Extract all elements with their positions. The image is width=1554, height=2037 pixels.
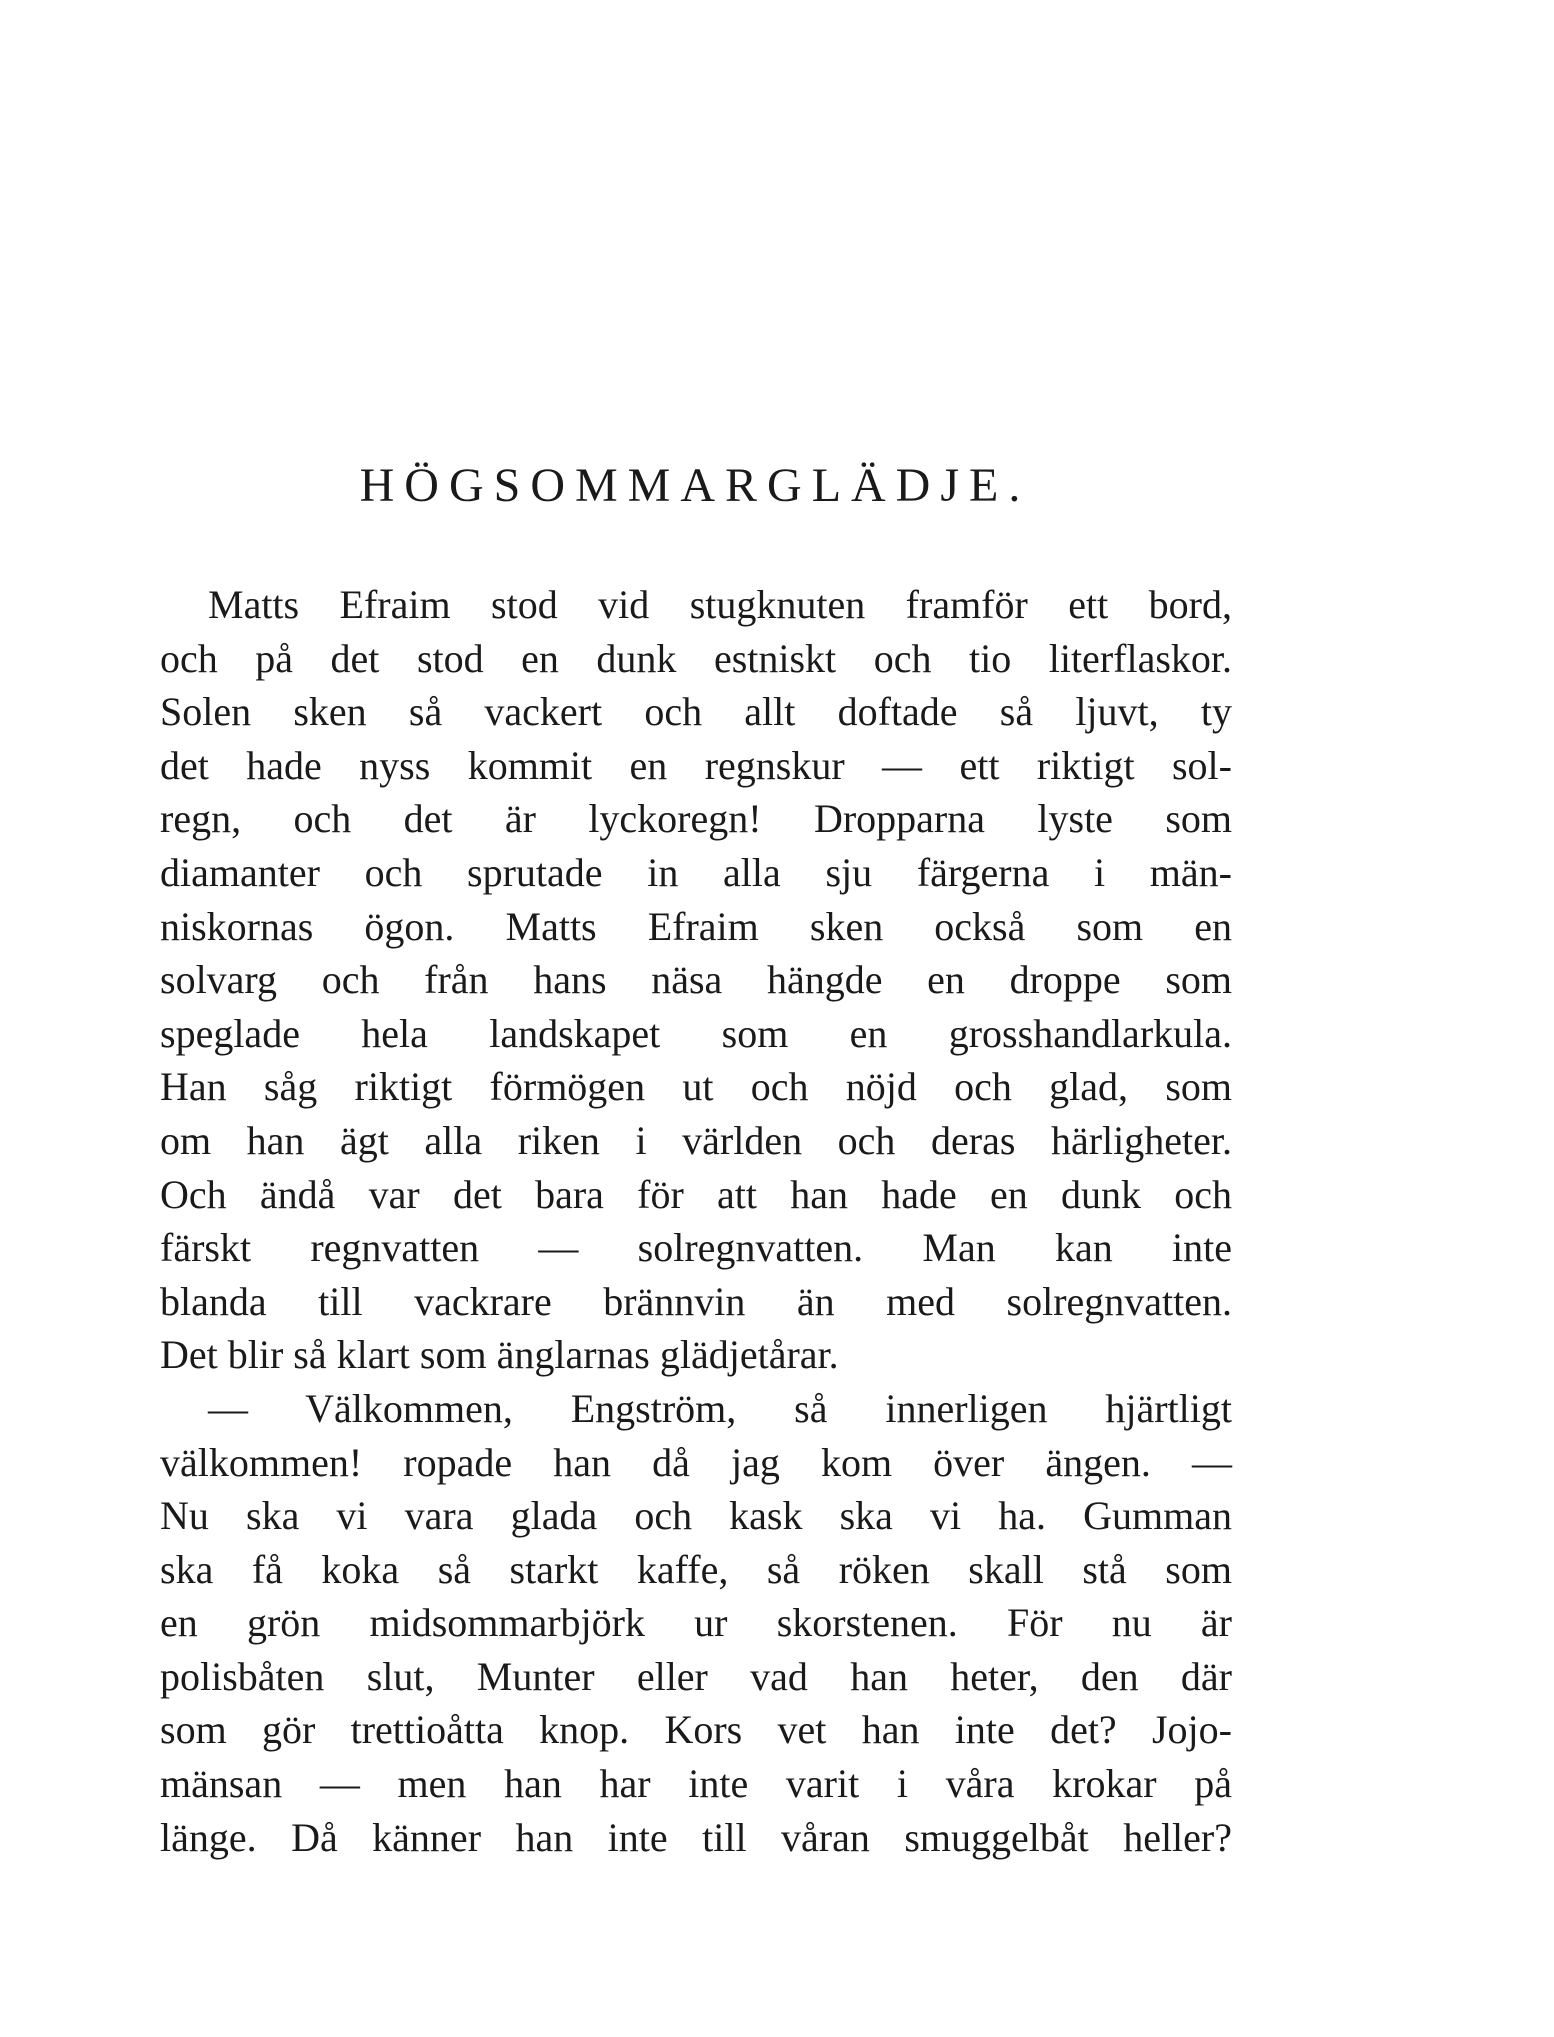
text-line: solvarg och från hans näsa hängde en droppe som bbox=[160, 957, 1232, 1003]
text-line: Matts Efraim stod vid stugknuten framför ett bord, bbox=[208, 582, 1232, 627]
text-line: mänsan — men han har inte varit i våra krokar på bbox=[160, 1761, 1232, 1807]
text-line: välkommen! ropade han då jag kom över ängen. — bbox=[160, 1439, 1232, 1485]
body-text bbox=[160, 578, 1232, 1864]
paragraph-1 bbox=[160, 578, 1232, 1382]
text-line: om han ägt alla riken i världen och deras härligheter. bbox=[160, 1117, 1232, 1163]
text-line: polisbåten slut, Munter eller vad han heter, den där bbox=[160, 1653, 1232, 1699]
text-line: det hade nyss kommit en regnskur — ett riktigt sol- bbox=[160, 742, 1232, 788]
text-line: niskornas ögon. Matts Efraim sken också som en bbox=[160, 903, 1232, 949]
paragraph-2 bbox=[160, 1382, 1232, 1864]
text-line: Solen sken så vackert och allt doftade så ljuvt, ty bbox=[160, 689, 1232, 735]
text-line: Han såg riktigt förmögen ut och nöjd och glad, som bbox=[160, 1064, 1232, 1110]
text-line: — Välkommen, Engström, så innerligen hjärtligt bbox=[208, 1385, 1232, 1431]
text-line: ska få koka så starkt kaffe, så röken skall stå som bbox=[160, 1546, 1232, 1592]
text-line: blanda till vackrare brännvin än med solregnvatten. bbox=[160, 1278, 1232, 1324]
text-line: Det blir så klart som änglarnas glädjetårar. bbox=[160, 1332, 839, 1378]
text-line: en grön midsommarbjörk ur skorstenen. För nu är bbox=[160, 1600, 1232, 1646]
text-line: regn, och det är lyckoregn! Dropparna lyste som bbox=[160, 796, 1232, 842]
text-line: speglade hela landskapet som en grosshandlarkula. bbox=[160, 1010, 1232, 1056]
text-line: Och ändå var det bara för att han hade en dunk och bbox=[160, 1171, 1232, 1217]
chapter-title: HÖGSOMMARGLÄDJE. bbox=[359, 459, 1031, 512]
text-line: färskt regnvatten — solregnvatten. Man kan inte bbox=[160, 1225, 1232, 1271]
text-line: länge. Då känner han inte till våran smuggelbåt heller? bbox=[160, 1814, 1232, 1860]
text-line: som gör trettioåtta knop. Kors vet han inte det? Jojo- bbox=[160, 1707, 1232, 1753]
text-line: och på det stod en dunk estniskt och tio literflaskor. bbox=[160, 635, 1232, 681]
text-line: Nu ska vi vara glada och kask ska vi ha. Gumman bbox=[160, 1493, 1232, 1539]
text-line: diamanter och sprutade in alla sju färgerna i män- bbox=[160, 849, 1232, 895]
